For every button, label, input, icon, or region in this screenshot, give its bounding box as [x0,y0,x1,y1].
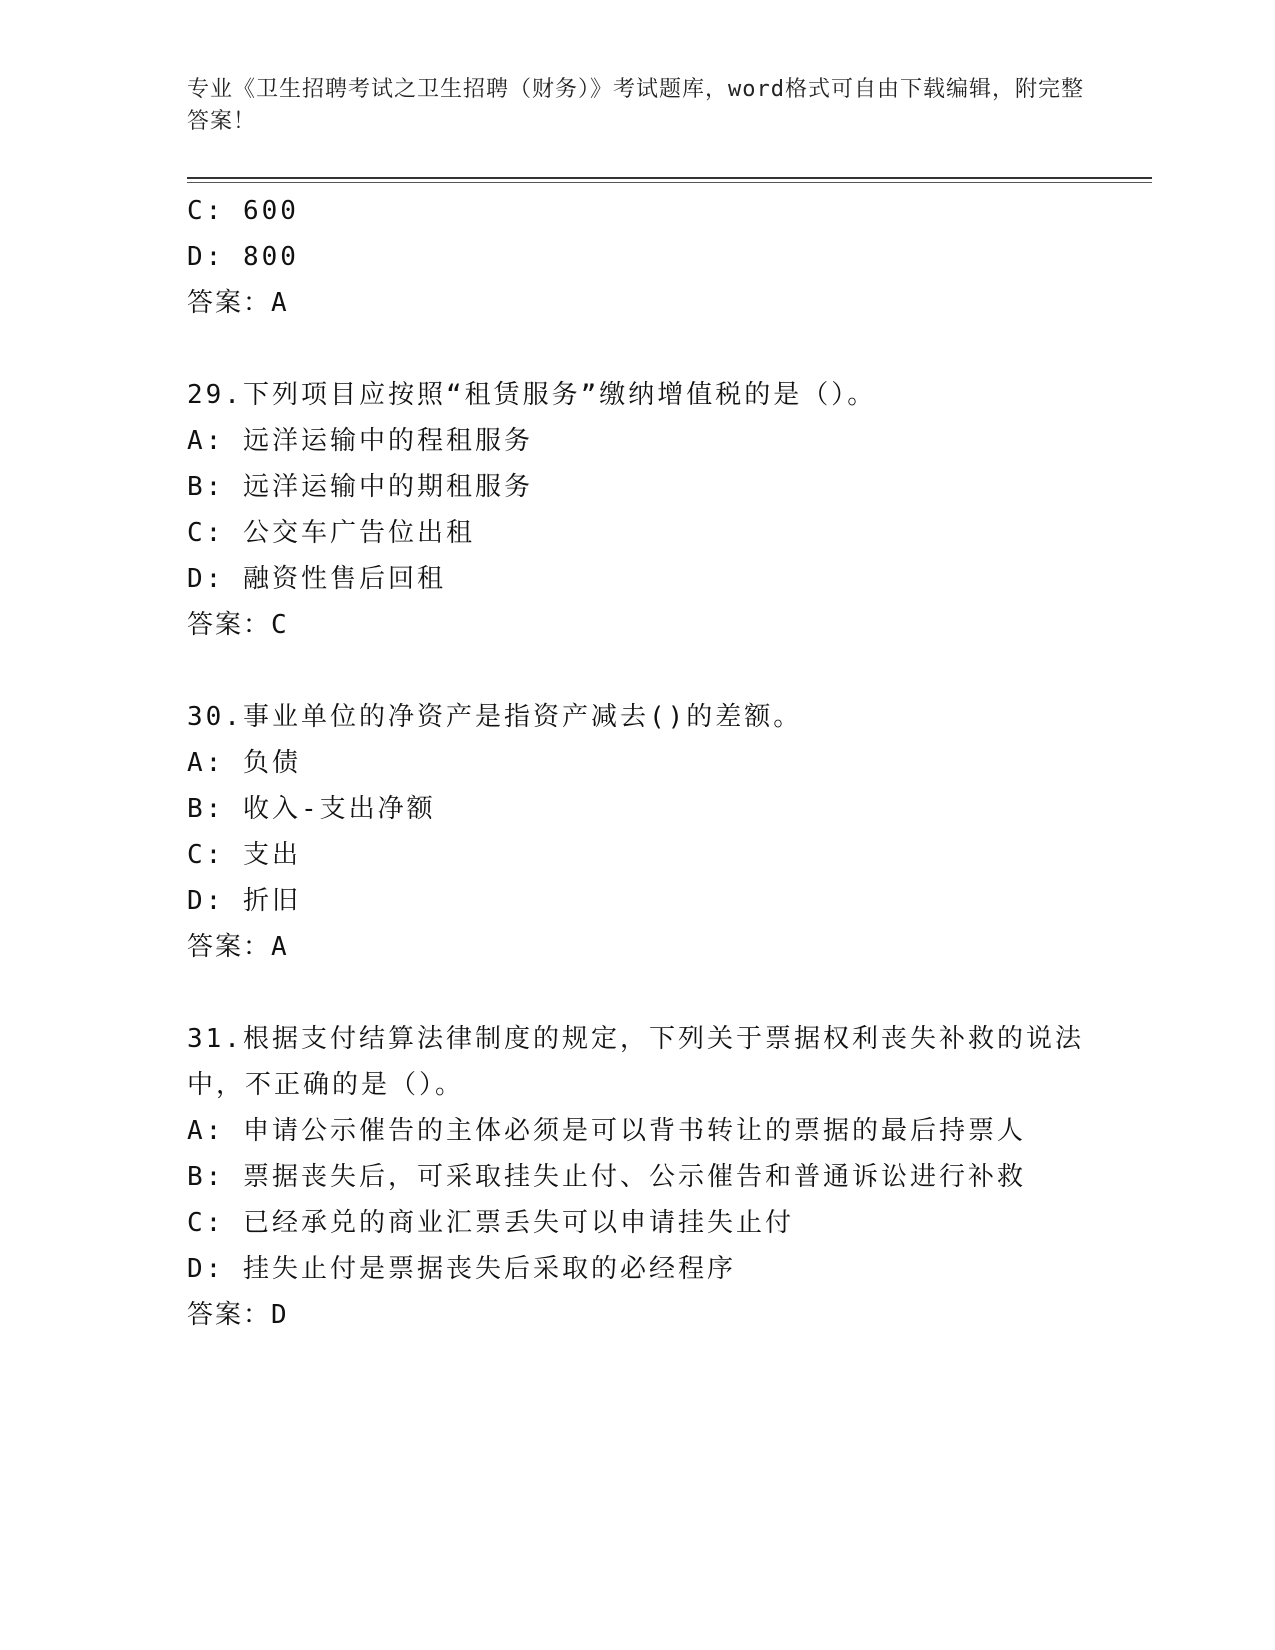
option-d: D: 800 [187,242,299,272]
question-list [187,188,1087,1338]
header-rule-thin [187,182,1152,183]
option-b: B: 票据丧失后，可采取挂失止付、公示催告和普通诉讼进行补救 [187,1162,1026,1192]
option-d: D: 折旧 [187,886,301,916]
option-a: A: 申请公示催告的主体必须是可以背书转让的票据的最后持票人 [187,1116,1026,1146]
header-rule-thick [187,177,1152,179]
option-c: C: 支出 [187,840,301,870]
question-block-30 [187,694,1087,970]
option-d: D: 挂失止付是票据丧失后采取的必经程序 [187,1254,736,1284]
question-stem: 30.事业单位的净资产是指资产减去()的差额。 [187,702,803,732]
option-a: A: 远洋运输中的程租服务 [187,426,533,456]
question-block-prev [187,188,1087,326]
option-c: C: 已经承兑的商业汇票丢失可以申请挂失止付 [187,1208,794,1238]
option-d: D: 融资性售后回租 [187,564,446,594]
question-block-31 [187,1016,1087,1338]
option-b: B: 收入-支出净额 [187,794,436,824]
option-c: C: 600 [187,196,299,226]
option-a: A: 负债 [187,748,301,778]
spacer [187,648,1087,694]
spacer [187,326,1087,372]
answer-line: 答案：A [187,932,289,962]
question-block-29 [187,372,1087,648]
answer-line: 答案：A [187,288,289,318]
spacer [187,970,1087,1016]
answer-line: 答案：D [187,1300,289,1330]
option-c: C: 公交车广告位出租 [187,518,475,548]
page-header: 专业《卫生招聘考试之卫生招聘（财务）》考试题库，word格式可自由下载编辑，附完整答案！ [187,77,1084,134]
answer-line: 答案：C [187,610,289,640]
question-stem: 31.根据支付结算法律制度的规定，下列关于票据权利丧失补救的说法中，不正确的是（）。 [187,1024,1084,1100]
question-stem: 29.下列项目应按照“租赁服务”缴纳增值税的是（）。 [187,380,877,410]
option-b: B: 远洋运输中的期租服务 [187,472,533,502]
